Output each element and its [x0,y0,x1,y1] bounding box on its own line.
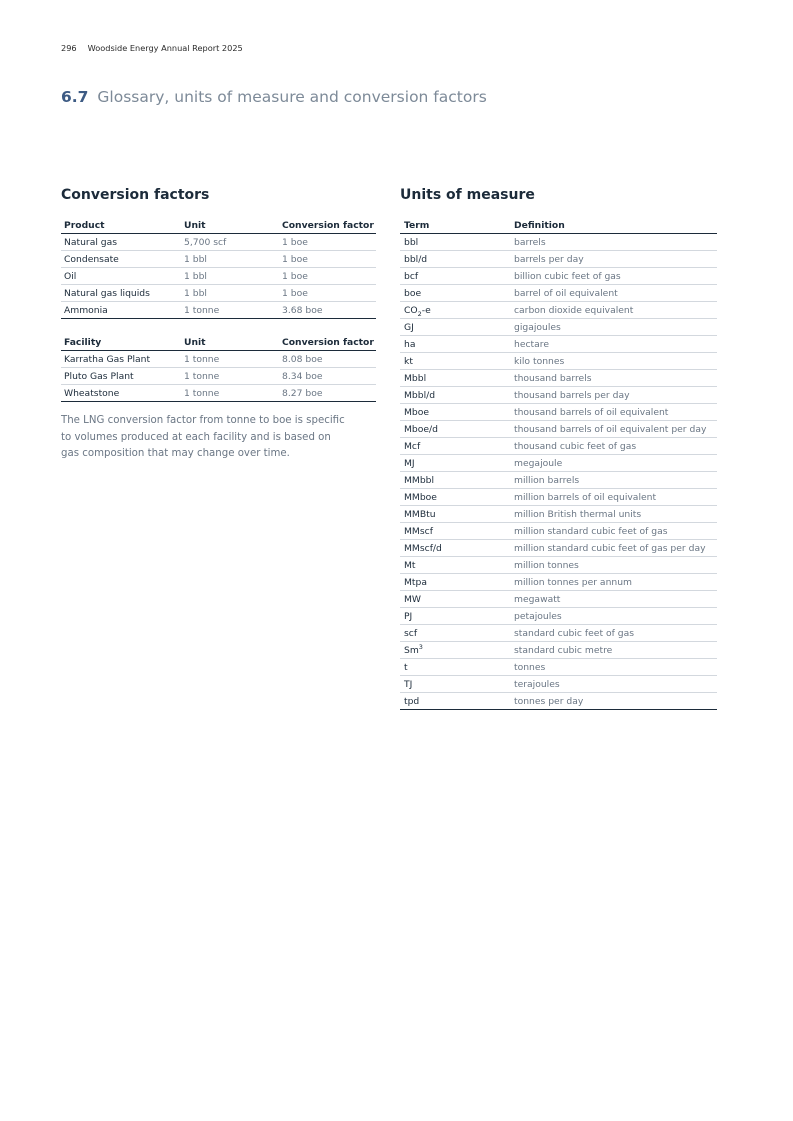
row-label: Mtpa [404,576,427,588]
cell-value: 1 bbl [184,270,207,282]
table-row [61,251,376,268]
row-label: Mboe [404,406,430,418]
table-row [400,625,717,642]
cell-value: thousand barrels [514,372,592,384]
cell-value: 8.08 boe [282,353,323,365]
cell-value: thousand barrels of oil equivalent per day [514,423,707,435]
table-row [400,319,717,336]
table-row [400,574,717,591]
cell-value: carbon dioxide equivalent [514,304,634,316]
row-label: Mcf [404,440,421,452]
row-label: Condensate [64,253,119,265]
table-row [400,336,717,353]
cell-value: barrel of oil equivalent [514,287,618,299]
table-row [400,285,717,302]
table-row [400,676,717,693]
table-row [400,387,717,404]
cell-value: 1 tonne [184,387,220,399]
table-row [400,421,717,438]
row-label: Pluto Gas Plant [64,370,134,382]
table-row [400,557,717,574]
column-header: Definition [514,219,565,231]
row-label: tpd [404,695,420,707]
row-label: bbl/d [404,253,428,265]
table-row [400,608,717,625]
column-header: Term [404,219,430,231]
table-row [400,353,717,370]
row-label: MMboe [404,491,437,503]
table-row [400,404,717,421]
row-label: MMscf/d [404,542,442,554]
table-row [400,642,717,659]
row-label: Mbbl [404,372,427,384]
table-row [61,368,376,385]
table-row [61,268,376,285]
row-label: Sm$^3$ [404,642,423,656]
cell-value: million standard cubic feet of gas per day [514,542,706,554]
page-number: 296 [61,43,77,53]
column-header: Unit [184,336,206,348]
cell-value: megajoule [514,457,563,469]
units-of-measure-table [400,217,717,710]
report-title: Woodside Energy Annual Report 2025 [87,43,243,53]
row-label: $CO_2-e$ [404,304,431,318]
row-label: scf [404,627,418,639]
cell-value: million barrels [514,474,580,486]
cell-value: 1 tonne [184,304,220,316]
cell-value: 1 tonne [184,353,220,365]
row-label: kt [404,355,413,367]
table-row [400,268,717,285]
cell-value: million tonnes per annum [514,576,632,588]
row-label: MJ [404,457,415,469]
row-label: MMbbl [404,474,435,486]
page-header [61,43,243,53]
table-row [400,472,717,489]
units-of-measure-heading: Units of measure [400,187,535,203]
row-label: Mboe/d [404,423,438,435]
section-title-text: Glossary, units of measure and conversion factors [97,88,487,106]
cell-value: 1 boe [282,270,308,282]
cell-value: 1 tonne [184,370,220,382]
row-label: t [404,661,408,673]
cell-value: 5,700 scf [184,236,227,248]
cell-value: barrels per day [514,253,584,265]
cell-value: thousand cubic feet of gas [514,440,637,452]
row-label: MMBtu [404,508,436,520]
column-header: Unit [184,219,206,231]
cell-value: thousand barrels of oil equivalent [514,406,669,418]
row-label: Ammonia [64,304,108,316]
lng-conversion-note: The LNG conversion factor from tonne to boe is specific to volumes produced at each facility and is based on gas composition that may change over time. [61,415,345,459]
table-row [400,506,717,523]
column-header: Product [64,219,105,231]
row-label: boe [404,287,422,299]
cell-value: 1 boe [282,253,308,265]
table-row [61,234,376,251]
cell-value: 1 bbl [184,287,207,299]
cell-value: million standard cubic feet of gas [514,525,668,537]
table-row [400,251,717,268]
row-label: Karratha Gas Plant [64,353,151,365]
cell-value: hectare [514,338,549,350]
cell-value: million barrels of oil equivalent [514,491,657,503]
cell-value: terajoules [514,678,560,690]
cell-value: megawatt [514,593,561,605]
cell-value: kilo tonnes [514,355,565,367]
cell-value: barrels [514,236,546,248]
row-label: ha [404,338,416,350]
table-row [61,302,376,319]
row-label: Mt [404,559,416,571]
row-label: bcf [404,270,419,282]
cell-value: 3.68 boe [282,304,323,316]
table-row [400,540,717,557]
cell-value: 1 boe [282,236,308,248]
table-row [61,351,376,368]
row-label: Natural gas [64,236,118,248]
cell-value: thousand barrels per day [514,389,630,401]
table-header-row [400,217,717,234]
product-conversion-table [61,217,376,319]
row-label: GJ [404,321,414,333]
cell-value: standard cubic feet of gas [514,627,634,639]
row-label: Oil [64,270,77,282]
table-header-row [61,217,376,234]
table-row [400,693,717,710]
section-title [61,88,487,106]
cell-value: tonnes [514,661,546,673]
conversion-factors-heading: Conversion factors [61,187,210,203]
cell-value: standard cubic metre [514,644,613,656]
table-row [400,438,717,455]
row-label: MW [404,593,422,605]
row-label: MMscf [404,525,433,537]
cell-value: billion cubic feet of gas [514,270,621,282]
table-header-row [61,334,376,351]
facility-conversion-table [61,334,376,402]
table-row [400,659,717,676]
row-label: Natural gas liquids [64,287,150,299]
column-header: Conversion factor [282,219,374,231]
cell-value: 8.27 boe [282,387,323,399]
section-number: 6.7 [61,88,89,106]
table-row [61,385,376,402]
table-row [400,370,717,387]
column-header: Facility [64,336,102,348]
cell-value: million British thermal units [514,508,642,520]
cell-value: 1 bbl [184,253,207,265]
cell-value: tonnes per day [514,695,584,707]
row-label: Wheatstone [64,387,120,399]
row-label: bbl [404,236,419,248]
column-header: Conversion factor [282,336,374,348]
table-row [61,285,376,302]
table-row [400,302,717,319]
table-row [400,455,717,472]
table-row [400,234,717,251]
row-label: TJ [404,678,413,690]
table-row [400,523,717,540]
table-row [400,591,717,608]
cell-value: 1 boe [282,287,308,299]
cell-value: gigajoules [514,321,561,333]
row-label: Mbbl/d [404,389,436,401]
cell-value: million tonnes [514,559,579,571]
cell-value: petajoules [514,610,562,622]
table-row [400,489,717,506]
cell-value: 8.34 boe [282,370,323,382]
row-label: PJ [404,610,413,622]
